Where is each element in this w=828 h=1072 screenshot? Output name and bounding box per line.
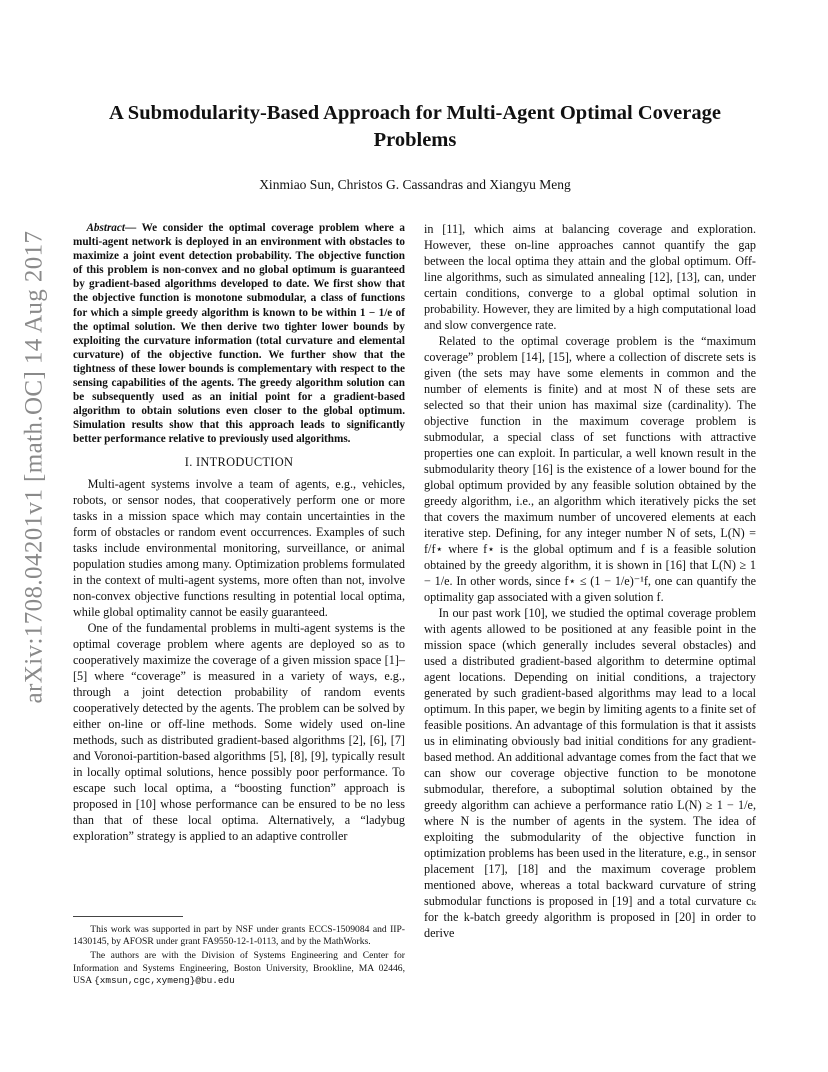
footnote-rule	[73, 916, 183, 917]
footnote-funding: This work was supported in part by NSF under grants ECCS-1509084 and IIP-1430145, by AFOSR under grant FA9550-12-1-0113, and by the MathWorks.	[73, 924, 405, 948]
arxiv-identifier-text: arXiv:1708.04201v1 [math.OC] 14 Aug 2017	[20, 230, 48, 704]
left-column	[73, 221, 405, 844]
paragraph: in [11], which aims at balancing coverage and exploration. However, these on-line approaches cannot quantify the gap between the local optima they attain and the global optimum. Off-line algorithms, such as simulated annealing [12], [13], can, under certain conditions, converge to a global optimal solution in probability. However, they are limited by a high computational load and slow convergence rate.	[424, 222, 756, 332]
abstract	[73, 221, 405, 447]
abstract-dash: —	[124, 222, 142, 234]
footnote-affiliation-text: The authors are with the Division of Systems Engineering and Center for Information and Systems Engineering, Boston University, Brookline, MA 02446, USA	[73, 950, 405, 986]
abstract-lead: Abstract	[86, 222, 125, 234]
footnotes	[73, 924, 405, 989]
paragraph: Multi-agent systems involve a team of agents, e.g., vehicles, robots, or sensor nodes, that cooperatively perform one or more tasks in a mission space which may contain uncertainties in the form of obstacles or random event occurrences. Examples of such tasks include environmental monitoring, surveillance, or animal population studies among many. Optimization problems formulated in the context of multi-agent systems, more often than not, involve non-convex objective functions resulting in potential local optima, while global optimality cannot be easily guaranteed.	[73, 476, 405, 619]
section-heading-introduction: I. INTRODUCTION	[184, 454, 294, 469]
footnote-affiliation	[73, 950, 405, 987]
author-emails: {xmsun,cgc,xymeng}@bu.edu	[94, 974, 235, 986]
author-list: Xinmiao Sun, Christos G. Cassandras and Xiangyu Meng	[259, 177, 571, 192]
right-column	[424, 221, 756, 941]
paper-title: A Submodularity-Based Approach for Multi-Agent Optimal Coverage Problems	[109, 102, 721, 151]
abstract-text: We consider the optimal coverage problem where a multi-agent network is deployed in an environment with obstacles to maximize a joint event detection probability. The objective function of this problem is non-convex and no global optimum is guaranteed by gradient-based algorithms developed to date. We first show that the objective function is monotone submodular, a class of functions for which a simple greedy algorithm is known to be within 1 − 1/e of the optimal solution. We then derive two tighter lower bounds by exploiting the curvature information (total curvature and elemental curvature) of the objective function. We further show that the tightness of these lower bounds is complementary with respect to the sensing capabilities of the agents. The greedy algorithm solution can be subsequently used as an initial point for a gradient-based algorithm to obtain solutions even closer to the global optimum. Simulation results show that this approach leads to significantly better performance relative to previously used algorithms.	[73, 222, 405, 446]
paragraph: One of the fundamental problems in multi-agent systems is the optimal coverage problem where agents are deployed so as to cooperatively maximize the coverage of a given mission space [1]–[5] where “coverage” is measured in a variety of ways, e.g., through a joint detection probability of random events cooperatively detected by the agents. The problem can be solved by either on-line or off-line methods. Some widely used on-line methods, such as distributed gradient-based algorithms [2], [6], [7] and Voronoi-partition-based algorithms [5], [8], [9], typically result in locally optimal solutions, hence possibly poor performance. To escape such local optima, a “boosting function” approach is proposed in [10] whose performance can be ensured to be no less than that of these local optima. Alternatively, a “ladybug exploration” strategy is applied to an adaptive controller	[73, 620, 405, 843]
paragraph: Related to the optimal coverage problem is the “maximum coverage” problem [14], [15], where a collection of discrete sets is given (the sets may have some elements in common and the number of elements is finite) and at most N of these sets are selected so that their union has maximal size (cardinality). The objective function in the maximum coverage problem is submodular, a special class of set functions with attractive properties one can exploit. In particular, a well known result in the submodularity theory [16] is the existence of a lower bound for the global optimum provided by any feasible solution obtained by the greedy algorithm, i.e., an algorithm which iteratively picks the set that covers the maximum number of uncovered elements at each iterative step. Defining, for any integer number N of sets, L(N) = f/f⋆ where f⋆ is the global optimum and f is a feasible solution obtained by the greedy algorithm, it is shown in [16] that L(N) ≥ 1 − 1/e. In other words, since f⋆ ≤ (1 − 1/e)⁻¹f, one can quantify the optimality gap associated with a given solution f.	[424, 334, 756, 604]
arxiv-identifier	[14, 230, 54, 704]
paragraph: In our past work [10], we studied the optimal coverage problem with agents allowed to be positioned at any feasible point in the mission space (which generally includes several obstacles) and used a distributed gradient-based algorithm to determine optimal agent locations. Depending on initial conditions, a trajectory generated by such gradient-based algorithms may lead to a local optimum. In this paper, we begin by limiting agents to a finite set of feasible positions. An advantage of this formulation is that it assists us in eliminating obviously bad initial conditions for any gradient-based method. An additional advantage comes from the fact that we can show our coverage objective function to be monotone submodular, therefore, a suboptimal solution obtained by the greedy algorithm can achieve a performance ratio L(N) ≥ 1 − 1/e, where N is the number of agents in the system. The idea of exploiting the submodularity of the objective function in optimization problems has been used in the literature, e.g., in sensor placement [17], [18] and the maximum coverage problem mentioned above, whereas a total backward curvature of string submodular functions is proposed in [19] and a total curvature cₖ for the k-batch greedy algorithm is proposed in [20] in order to derive	[424, 606, 756, 940]
